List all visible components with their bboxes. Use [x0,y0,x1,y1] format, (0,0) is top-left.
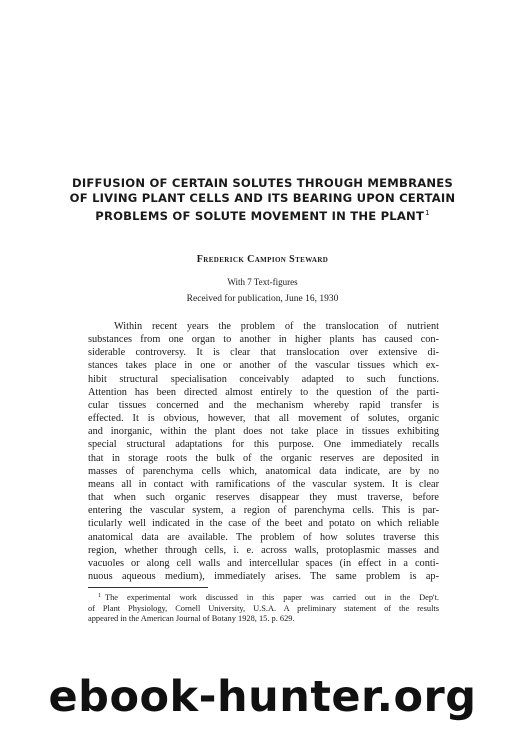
footnote-line-1 [88,591,439,604]
author-name: Frederick Campion Steward [196,254,329,265]
body-line: substances from one organ to another in higher plants has caused con- [88,334,439,346]
body-line: that when such organic reserves disappear they must traverse, before [88,492,439,504]
footnote-divider [88,587,208,588]
body-line: masses of parenchyma cells which, anatomical data indicate, are by no [88,465,439,477]
footnote [88,591,439,625]
body-line: stances takes place in one or another of the vascular tissues which ex- [88,360,439,372]
body-line: Attention has been directed almost entirely to the question of the parti- [88,386,439,398]
footnote-line-1-text: The experimental work discussed in this paper was carried out in the Dep't. [105,593,439,602]
body-line: vacuoles or along cell walls and intercellular spaces (in effect in a conti- [88,557,439,569]
title-line-1: DIFFUSION OF CERTAIN SOLUTES THROUGH MEMBRANES [72,176,453,190]
watermark: ebook-hunter.org [48,672,477,722]
body-line: hibit structural specialisation conceivably adapted to such functions. [88,373,439,385]
body-line: effected. It is obvious, however, that all movement of solutes, organic [88,413,439,425]
body-line: ticularly well indicated in the case of the beet and potato on which reliable [88,518,439,530]
article-title [60,176,465,224]
body-line: entering the vascular system, a region of parenchyma cells. This is par- [88,505,439,517]
footnote-line-3: appeared in the American Journal of Botany 1928, 15. p. 629. [88,614,295,624]
figures-note: With 7 Text-figures [227,277,298,287]
received-date: Received for publication, June 16, 1930 [186,294,339,304]
body-line: and inorganic, within the plant does not take place in tissues exhibiting [88,426,439,438]
footnote-mark: 1 [98,593,101,599]
body-line: Within recent years the problem of the translocation of nutrient [114,321,439,332]
title-line-2: OF LIVING PLANT CELLS AND ITS BEARING UPON CERTAIN [69,191,456,205]
body-paragraph [88,320,439,583]
body-line: anatomical data are available. The problem of how solutes traverse this [88,531,439,543]
body-line: nuous aqueous medium), immediately arises. The same problem is ap- [88,570,439,582]
title-line-3-text: PROBLEMS OF SOLUTE MOVEMENT IN THE PLANT [95,209,425,223]
title-line-3 [60,206,465,224]
body-line: region, whether through cells, i. e. across walls, protoplasmic masses and [88,544,439,556]
body-line: means all in contact with ramifications of the vascular system. It is clear [88,478,439,490]
footnote-line-2: of Plant Physiology, Cornell University, U.S.A. A preliminary statement of the results [88,603,439,613]
body-line: that in storage roots the bulk of the organic reserves are deposited in [88,452,439,464]
body-line: cular tissues concerned and the mechanism whereby rapid transfer is [88,399,439,411]
body-line: siderable controversy. It is clear that translocation over extensive di- [88,347,439,359]
body-line: special structural adaptations for this purpose. One immediately recalls [88,439,439,451]
title-footnote-ref: 1 [425,209,430,217]
